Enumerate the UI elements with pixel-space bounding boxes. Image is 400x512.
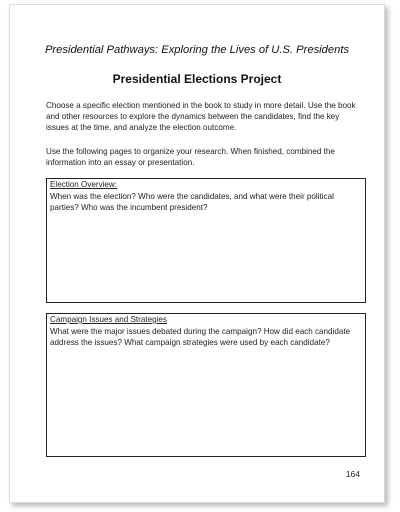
instructions-paragraph-2: Use the following pages to organize your research. When finished, combined the information into an essay or presentation. <box>46 147 335 167</box>
campaign-issues-prompt: What were the major issues debated during the campaign? How did each candidate address the issues? What campaign strategies were used by each candidate? <box>50 326 351 347</box>
election-overview-box[interactable] <box>46 178 366 303</box>
election-overview-prompt: When was the election? Who were the candidates, and what were their political parties? Who was the incumbent president? <box>50 191 334 212</box>
book-title: Presidential Pathways: Exploring the Lives of U.S. Presidents <box>44 44 350 56</box>
page-number: 164 <box>345 469 360 479</box>
campaign-issues-box[interactable] <box>46 313 366 457</box>
campaign-issues-heading: Campaign Issues and Strategies <box>50 315 167 324</box>
instructions-paragraph-1: Choose a specific election mentioned in the book to study in more detail. Use the book and other resources to explore the dynamics between the candidates, find the key issues at the time, and analyze the election outcome. <box>46 101 356 132</box>
worksheet-page <box>9 4 385 503</box>
election-overview-heading: Election Overview: <box>50 180 118 189</box>
project-title: Presidential Elections Project <box>112 72 282 86</box>
